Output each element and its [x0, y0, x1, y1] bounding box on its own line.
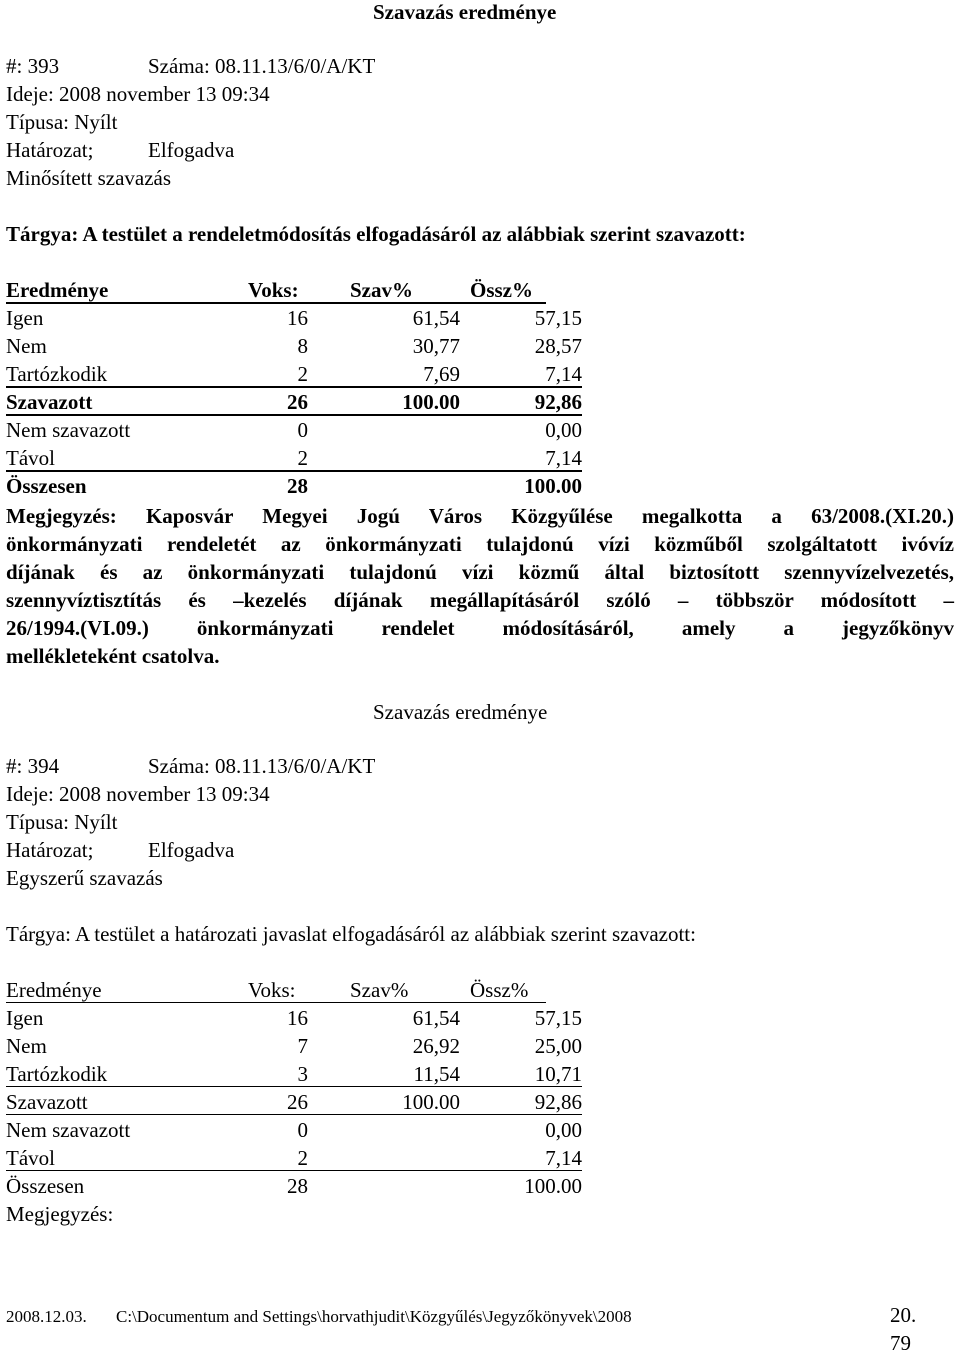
row-ossz: 0,00	[545, 1118, 582, 1142]
row-ossz: 100.00	[524, 1174, 582, 1198]
col-ossz: Össz%	[470, 278, 533, 302]
megjegyzes-line: 26/1994.(VI.09.) önkormányzati rendelet módosításáról, amely a jegyzőkönyv	[6, 616, 954, 640]
szavazott-underline	[6, 414, 582, 416]
row-szav: 11,54	[413, 1062, 460, 1086]
row-ossz: 7,14	[545, 362, 582, 386]
vote-number: #: 394	[6, 754, 60, 778]
row-voks: 26	[287, 1090, 308, 1114]
col-ossz: Össz%	[470, 978, 529, 1002]
megjegyzes-label: Megjegyzés:	[6, 1202, 114, 1226]
row-voks: 3	[297, 1062, 308, 1086]
hatarozat-label: Határozat;	[6, 838, 94, 862]
megjegyzes-line: díjának és az önkormányzati tulajdonú vízi közmű által biztosított szennyvízelvezetés,	[6, 560, 954, 584]
row-ossz: 0,00	[545, 418, 582, 442]
megjegyzes-line: mellékleteként csatolva.	[6, 644, 220, 668]
tavol-underline	[6, 470, 582, 472]
row-label: Távol	[6, 446, 55, 470]
vote-szama: Száma: 08.11.13/6/0/A/KT	[148, 754, 376, 778]
row-szav: 61,54	[412, 306, 460, 330]
col-eredmenye: Eredménye	[6, 978, 102, 1002]
row-voks: 2	[297, 1146, 308, 1170]
row-szav: 100.00	[402, 1090, 460, 1114]
subtotal-underline	[6, 1086, 582, 1087]
page-number-line2: 79	[890, 1331, 911, 1355]
row-ossz: 92,86	[534, 1090, 582, 1114]
row-label: Összesen	[6, 1174, 85, 1198]
row-label: Tartózkodik	[6, 1062, 108, 1086]
row-ossz: 28,57	[534, 334, 582, 358]
tavol-underline	[6, 1170, 582, 1171]
row-label: Igen	[6, 1006, 44, 1030]
row-voks: 7	[297, 1034, 308, 1058]
row-voks: 28	[287, 474, 308, 498]
row-label: Tartózkodik	[6, 362, 108, 386]
section-heading: Szavazás eredménye	[373, 0, 557, 24]
row-label: Szavazott	[6, 1090, 88, 1114]
szavazott-underline	[6, 1114, 582, 1115]
row-voks: 8	[297, 334, 308, 358]
header-underline	[6, 1002, 546, 1003]
section-heading: Szavazás eredménye	[373, 700, 548, 724]
vote-ideje: Ideje: 2008 november 13 09:34	[6, 82, 270, 106]
row-ossz: 25,00	[534, 1034, 582, 1058]
megjegyzes-line: szennyvíztisztítás és –kezelés díjának megállapításáról szóló – többször módosított –	[6, 588, 954, 612]
row-ossz: 92,86	[534, 390, 582, 414]
megjegyzes-line: önkormányzati rendeletét az önkormányzati tulajdonú vízi közműből szolgáltatott ivóvíz	[6, 532, 954, 556]
row-voks: 2	[297, 362, 308, 386]
col-szav: Szav%	[350, 978, 409, 1002]
vote-number: #: 393	[6, 54, 60, 78]
vote-tipusa: Típusa: Nyílt	[6, 810, 118, 834]
row-ossz: 7,14	[545, 446, 582, 470]
row-label: Szavazott	[6, 390, 93, 414]
row-label: Összesen	[6, 474, 87, 498]
row-szav: 30,77	[412, 334, 460, 358]
row-voks: 16	[287, 1006, 308, 1030]
row-voks: 2	[297, 446, 308, 470]
megjegyzes-line: Megjegyzés: Kaposvár Megyei Jogú Város Közgyűlése megalkotta a 63/2008.(XI.20.)	[6, 504, 954, 528]
row-label: Nem szavazott	[6, 1118, 131, 1142]
hatarozat-value: Elfogadva	[148, 838, 235, 862]
col-voks: Voks:	[248, 278, 299, 302]
row-szav: 100.00	[402, 390, 460, 414]
row-label: Nem	[6, 1034, 47, 1058]
row-label: Nem szavazott	[6, 418, 131, 442]
col-szav: Szav%	[350, 278, 413, 302]
row-ossz: 7,14	[545, 1146, 582, 1170]
vote-szama: Száma: 08.11.13/6/0/A/KT	[148, 54, 376, 78]
row-ossz: 57,15	[534, 1006, 582, 1030]
row-voks: 0	[297, 418, 308, 442]
row-label: Nem	[6, 334, 47, 358]
hatarozat-value: Elfogadva	[148, 138, 235, 162]
targya: Tárgya: A testület a határozati javaslat elfogadásáról az alábbiak szerint szavazott:	[6, 922, 696, 946]
row-szav: 61,54	[412, 1006, 460, 1030]
row-ossz: 57,15	[534, 306, 582, 330]
col-eredmenye: Eredménye	[6, 278, 109, 302]
page-number-line1: 20.	[890, 1303, 917, 1327]
row-ossz: 10,71	[534, 1062, 582, 1086]
subtotal-underline	[6, 386, 582, 388]
hatarozat-label: Határozat;	[6, 138, 94, 162]
vote-ideje: Ideje: 2008 november 13 09:34	[6, 782, 270, 806]
row-voks: 16	[287, 306, 308, 330]
minosites: Minősített szavazás	[6, 166, 172, 190]
targya: Tárgya: A testület a rendeletmódosítás elfogadásáról az alábbiak szerint szavazott:	[6, 222, 746, 246]
row-voks: 26	[287, 390, 308, 414]
header-underline	[6, 302, 546, 304]
footer-date: 2008.12.03.	[6, 1307, 87, 1326]
row-label: Távol	[6, 1146, 55, 1170]
row-szav: 26,92	[412, 1034, 460, 1058]
row-voks: 28	[287, 1174, 308, 1198]
row-voks: 0	[297, 1118, 308, 1142]
row-ossz: 100.00	[524, 474, 582, 498]
footer-path: C:\Documentum and Settings\horvathjudit\Közgyűlés\Jegyzőkönyvek\2008	[116, 1307, 632, 1326]
row-szav: 7,69	[423, 362, 460, 386]
col-voks: Voks:	[248, 978, 296, 1002]
row-label: Igen	[6, 306, 44, 330]
minosites: Egyszerű szavazás	[6, 866, 163, 890]
vote-tipusa: Típusa: Nyílt	[6, 110, 118, 134]
megjegyzes-paragraph	[6, 502, 954, 670]
